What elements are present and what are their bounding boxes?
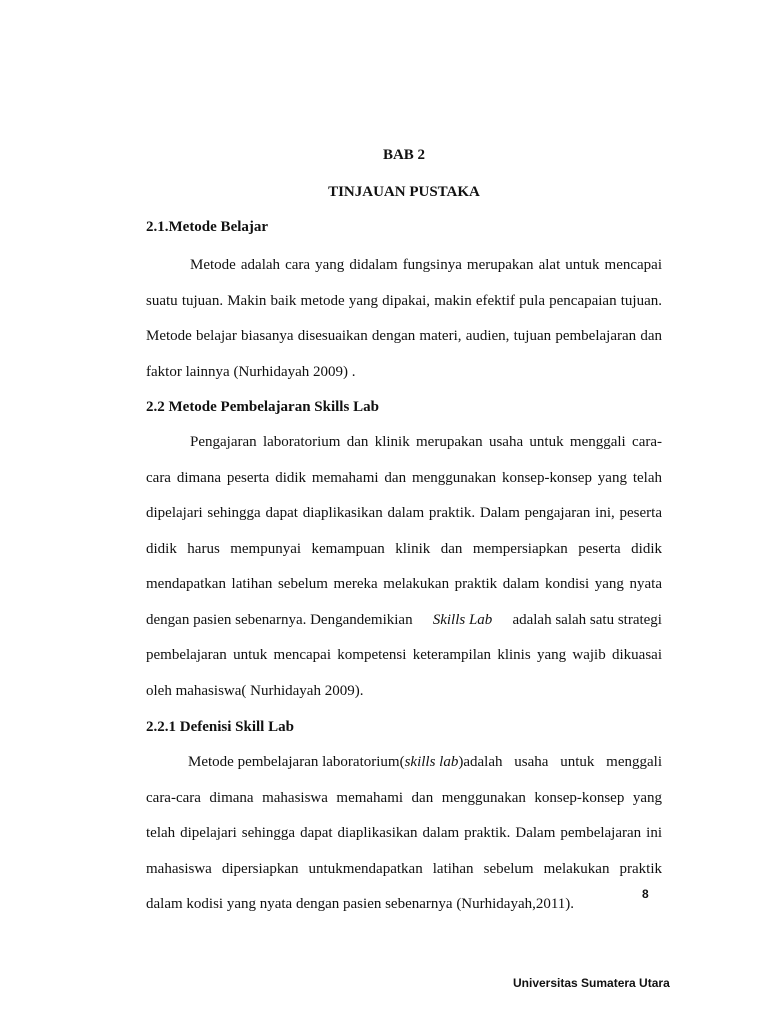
paragraph-line: Metode belajar biasanya disesuaikan dengan materi, audien, tujuan pembelajaran dan	[146, 328, 662, 344]
paragraph-line: pembelajaran untuk mencapai kompetensi keterampilan klinis yang wajib dikuasai	[146, 647, 662, 663]
chapter-number: BAB 2	[382, 147, 426, 163]
paragraph-line: dipelajari sehingga dapat diaplikasikan dalam praktik. Dalam pengajaran ini, peserta	[146, 505, 662, 521]
paragraph-line: cara dimana peserta didik memahami dan menggunakan konsep-konsep yang telah	[146, 469, 662, 486]
paragraph-line	[146, 611, 662, 647]
paragraph-line: mahasiswa dipersiapkan untukmendapatkan latihan sebelum melakukan praktik	[146, 860, 662, 877]
line-text: Metode pembelajaran laboratorium(	[188, 754, 405, 770]
italic-term: skills lab	[404, 754, 459, 770]
paragraph-line	[146, 753, 662, 789]
paragraph-line: cara-cara dimana mahasiswa memahami dan menggunakan konsep-konsep yang	[146, 789, 662, 806]
chapter-title: TINJAUAN PUSTAKA	[328, 184, 480, 200]
paragraph-line: oleh mahasiswa( Nurhidayah 2009).	[146, 682, 364, 699]
line-text: )adalah usaha untuk menggali	[458, 754, 662, 770]
paragraph-line: suatu tujuan. Makin baik metode yang dipakai, makin efektif pula pencapaian tujuan.	[146, 292, 662, 309]
paragraph-line: didik harus mempunyai kemampuan klinik dan mempersiapkan peserta didik	[146, 540, 662, 557]
footer-institution: Universitas Sumatera Utara	[513, 976, 670, 990]
paragraph-line: dalam kodisi yang nyata dengan pasien sebenarnya (Nurhidayah,2011).	[146, 896, 575, 912]
paragraph-line: faktor lainnya (Nurhidayah 2009) .	[146, 363, 356, 380]
section-heading-2-1: 2.1.Metode Belajar	[146, 219, 269, 235]
line-text-justified	[458, 753, 662, 789]
paragraph-line: Metode adalah cara yang didalam fungsinya merupakan alat untuk mencapai	[190, 257, 662, 273]
paragraph-2-1	[146, 256, 662, 398]
paragraph-line: mendapatkan latihan sebelum mereka melakukan praktik dalam kondisi yang nyata	[146, 576, 662, 592]
section-heading-2-2: 2.2 Metode Pembelajaran Skills Lab	[146, 399, 379, 415]
paragraph-2-2-1	[146, 753, 662, 931]
paragraph-2-2	[146, 433, 662, 717]
paragraph-line: telah dipelajari sehingga dapat diaplikasikan dalam praktik. Dalam pembelajaran ini	[146, 825, 662, 841]
line-text: dengan pasien sebenarnya. Dengandemikian	[146, 611, 413, 628]
section-heading-2-2-1: 2.2.1 Defenisi Skill Lab	[146, 719, 294, 735]
italic-term: Skills Lab	[432, 611, 493, 628]
line-text: adalah salah satu strategi	[512, 611, 662, 628]
page-number: 8	[642, 887, 649, 901]
paragraph-line: Pengajaran laboratorium dan klinik merupakan usaha untuk menggali cara-	[190, 434, 662, 450]
